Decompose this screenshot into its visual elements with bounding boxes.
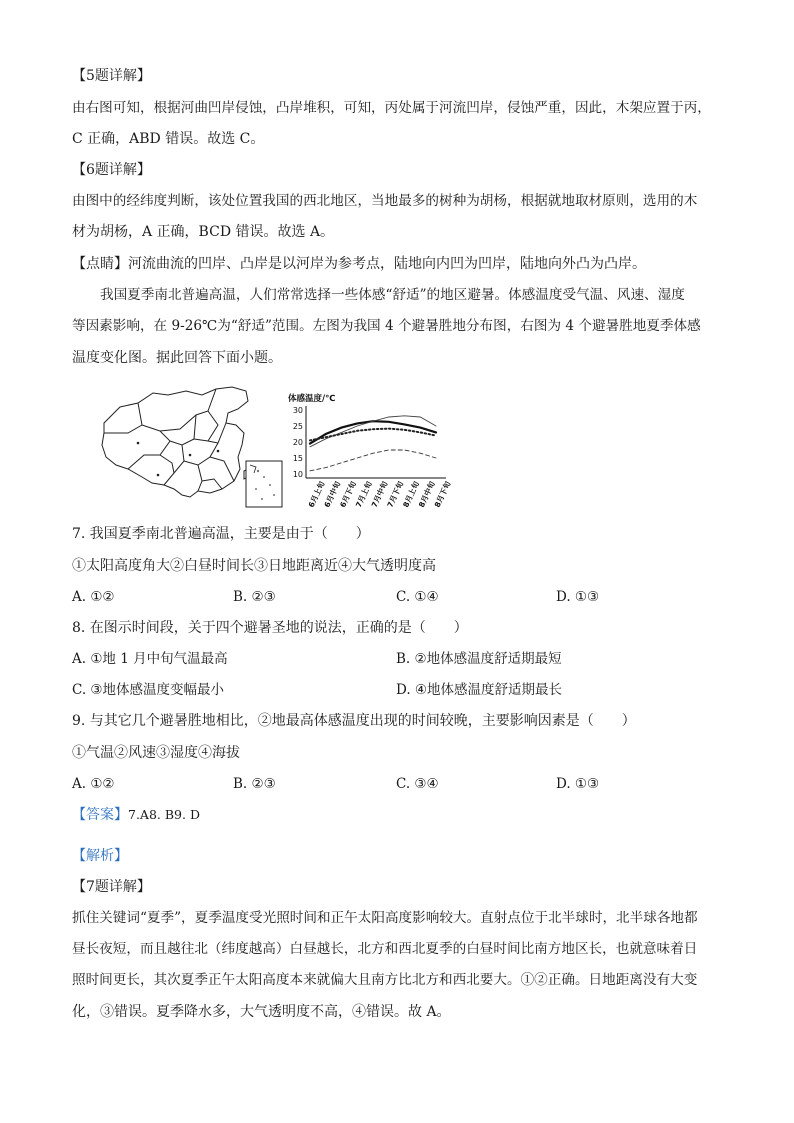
section-header-q7: 【7题详解】	[72, 879, 151, 895]
chart-ytick-label: 10	[292, 470, 303, 479]
chart-xtick-label: 8月上旬	[401, 479, 422, 509]
chart-xtick-label: 6月上旬	[306, 479, 327, 509]
chart-xtick-label: 6月下旬	[338, 479, 359, 509]
q7-explanation-line-3: 照时间更长，其次夏季正午太阳高度本来就偏大且南方比北方和西北要大。①②正确。日地距离没有大变	[72, 972, 698, 988]
chart-xtick-label: 8月中旬	[416, 479, 437, 509]
chart-ytick-label: 25	[292, 422, 303, 431]
q5-explanation-line-1: 由右图可知，根据河曲凹岸侵蚀，凸岸堆积，可知，丙处属于河流凹岸，侵蚀严重，因此，木架应置于丙，	[72, 100, 711, 116]
section-header-q5: 【5题详解】	[72, 68, 151, 84]
intro-line-3: 温度变化图。据此回答下面小题。	[72, 350, 282, 366]
chart-xtick-label: 6月中旬	[322, 479, 343, 509]
q7-explanation-line-4: 化，③错误。夏季降水多，大气透明度不高，④错误。故 A。	[72, 1004, 451, 1020]
q9-option-b[interactable]: B. ②③	[233, 776, 276, 792]
q7-option-a[interactable]: A. ①②	[72, 589, 115, 605]
chart-ytick-label: 30	[292, 406, 303, 415]
answer-text: 7.A8. B9. D	[128, 807, 200, 822]
q5-explanation-line-2: C 正确，ABD 错误。故选 C。	[72, 131, 265, 147]
section-header-q6: 【6题详解】	[72, 162, 151, 178]
china-map	[98, 385, 288, 510]
tip-label: 【点睛】	[72, 256, 128, 272]
chart-xtick-label: 7月下旬	[385, 479, 406, 509]
q9-stem: 9. 与其它几个避暑胜地相比，②地最高体感温度出现的时间较晚，主要影响因素是（ ）	[72, 713, 636, 729]
intro-line-1: 我国夏季南北普遍高温，人们常常选择一些体感“舒适”的地区避暑。体感温度受气温、风速、湿度	[100, 287, 685, 303]
q9-option-d[interactable]: D. ①③	[556, 776, 600, 792]
answer-line	[72, 805, 200, 825]
chart-xtick-label: 7月中旬	[369, 479, 390, 509]
chart-xtick-label: 8月下旬	[432, 479, 453, 509]
q7-option-b[interactable]: B. ②③	[233, 589, 276, 605]
chart-series-line-3	[310, 429, 436, 441]
answer-label: 【答案】	[72, 807, 128, 823]
chart-series-line-4	[310, 450, 436, 471]
q7-explanation-line-2: 昼长夜短，而且越往北（纬度越高）白昼越长，北方和西北夏季的白昼时间比南方地区长，也就意味着日	[72, 941, 698, 957]
chart-ytick-label: 20	[292, 438, 303, 447]
q7-stem: 7. 我国夏季南北普遍高温，主要是由于（ ）	[72, 526, 370, 542]
tip-text: 河流曲流的凹岸、凸岸是以河岸为参考点，陆地向内凹为凹岸，陆地向外凸为凸岸。	[128, 256, 646, 272]
q9-items: ①气温②风速③湿度④海拔	[72, 745, 240, 761]
tip-paragraph	[72, 254, 646, 274]
q7-option-c[interactable]: C. ①④	[396, 589, 439, 605]
q8-option-b[interactable]: B. ②地体感温度舒适期最短	[396, 651, 562, 667]
q8-option-a[interactable]: A. ①地 1 月中旬气温最高	[72, 651, 228, 667]
q7-items: ①太阳高度角大②白昼时间长③日地距离近④大气透明度高	[72, 558, 436, 574]
chart-ylabel: 体感温度/℃	[288, 394, 336, 404]
felt-temperature-chart	[286, 388, 461, 513]
q8-stem: 8. 在图示时间段，关于四个避暑圣地的说法，正确的是（ ）	[72, 620, 468, 636]
q9-option-a[interactable]: A. ①②	[72, 776, 115, 792]
intro-line-2: 等因素影响，在 9-26℃为“舒适”范围。左图为我国 4 个避暑胜地分布图，右图为 4 个避暑胜地夏季体感	[72, 318, 701, 334]
q8-option-c[interactable]: C. ③地体感温度变幅最小	[72, 682, 225, 698]
q9-option-c[interactable]: C. ③④	[396, 776, 439, 792]
q7-explanation-line-1: 抓住关键词“夏季”，夏季温度受光照时间和正午太阳高度影响较大。直射点位于北半球时，北半球各地都	[72, 910, 698, 926]
q6-explanation-line-1: 由图中的经纬度判断，该处位置我国的西北地区，当地最多的树种为胡杨，根据就地取材原则，选用的木	[72, 193, 698, 209]
chart-ytick-label: 15	[292, 454, 303, 463]
q8-option-d[interactable]: D. ④地体感温度舒适期最长	[396, 682, 563, 698]
q6-explanation-line-2: 材为胡杨，A 正确，BCD 错误。故选 A。	[72, 224, 335, 240]
q7-option-d[interactable]: D. ①③	[556, 589, 600, 605]
chart-xtick-label: 7月上旬	[353, 479, 374, 509]
analysis-label: 【解析】	[72, 848, 128, 864]
